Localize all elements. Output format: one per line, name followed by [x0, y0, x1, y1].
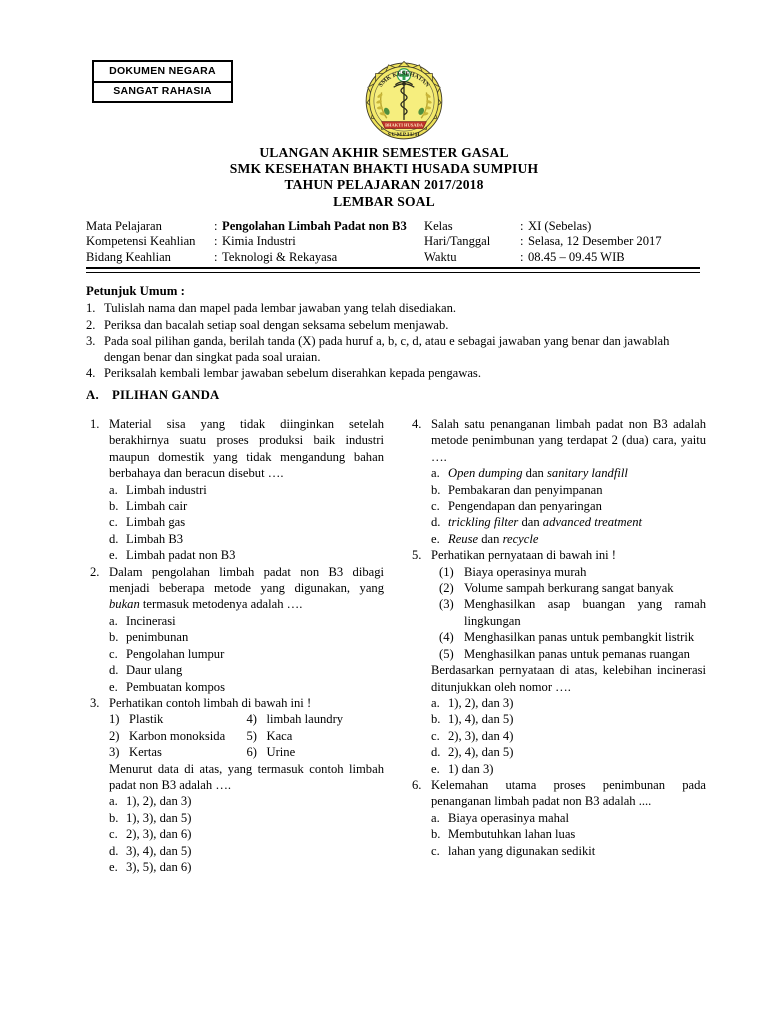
list-item [247, 711, 385, 727]
question-6 [408, 777, 706, 859]
item-key: 6) [246, 745, 257, 760]
question-5 [408, 547, 706, 777]
option-text: 3), 4), dan 5) [126, 843, 192, 858]
questions-left-column [86, 416, 384, 875]
instruction-text: Periksalah kembali lembar jawaban sebelum diserahkan kepada pengawas. [104, 366, 481, 381]
section-heading-pilihan-ganda [86, 388, 219, 403]
item-text: Kaca [266, 728, 293, 743]
header-line-sheet-type: LEMBAR SOAL [333, 193, 435, 209]
question-number: 5. [412, 548, 422, 563]
statement-4 [439, 629, 706, 645]
option-key: c. [109, 515, 118, 530]
option-d[interactable] [109, 843, 384, 859]
option-key: d. [109, 663, 119, 678]
instruction-number: 1. [86, 301, 96, 316]
option-c[interactable] [431, 498, 706, 514]
statement-1 [439, 564, 706, 580]
list-item [86, 333, 706, 366]
item-text: Kertas [129, 745, 162, 760]
option-conjunction: dan [518, 515, 543, 530]
grid-column-left [109, 711, 247, 760]
option-a[interactable] [109, 793, 384, 809]
question-stem: Perhatikan pernyataan di bawah ini ! [431, 548, 616, 563]
info-colon: : [214, 219, 218, 233]
statement-key: (3) [439, 597, 454, 612]
option-d[interactable] [431, 514, 706, 530]
option-text: Membutuhkan lahan luas [448, 827, 576, 842]
exam-info-table [86, 219, 700, 265]
answer-options [109, 793, 384, 875]
option-a[interactable] [109, 613, 384, 629]
svg-text:SUMPIUH: SUMPIUH [387, 131, 421, 138]
option-key: e. [109, 679, 118, 694]
instruction-number: 2. [86, 317, 96, 332]
option-key: c. [109, 646, 118, 661]
option-key: d. [109, 843, 119, 858]
item-key: 2) [109, 728, 120, 743]
option-text [448, 465, 706, 481]
list-item [86, 317, 706, 333]
option-e[interactable] [109, 547, 384, 563]
option-key: b. [109, 630, 119, 645]
option-c[interactable] [109, 826, 384, 842]
info-label-hari-tanggal: Hari/Tanggal [424, 234, 491, 249]
question-3 [86, 695, 384, 875]
info-value-kelas: XI (Sebelas) [528, 219, 592, 233]
statement-text: Menghasilkan asap buangan yang ramah lingkungan [464, 597, 706, 628]
stem-part-before: Dalam pengolahan limbah padat non B3 dibagi menjadi beberapa metode yang digunakan, yang [109, 564, 384, 596]
item-key: 5) [246, 728, 257, 743]
item-text: Urine [266, 745, 296, 760]
list-item [247, 744, 385, 760]
exam-info-block [86, 219, 700, 273]
instructions-title: Petunjuk Umum : [86, 284, 185, 298]
option-text: 1), 2), dan 3) [126, 794, 192, 809]
option-c[interactable] [431, 728, 706, 744]
option-key: c. [109, 827, 118, 842]
option-text: Pengendapan dan penyaringan [448, 499, 602, 514]
stem-part-after: termasuk metodenya adalah …. [139, 597, 303, 612]
statement-3 [439, 596, 706, 629]
info-divider-rule [86, 267, 700, 273]
info-label-waktu: Waktu [424, 249, 457, 264]
option-key: d. [431, 745, 441, 760]
option-term-italic: sanitary landfill [547, 466, 628, 481]
statement-2 [439, 580, 706, 596]
option-key: c. [431, 843, 440, 858]
option-text: Pembuatan kompos [126, 679, 225, 694]
instruction-text: Periksa dan bacalah setiap soal dengan seksama sebelum menjawab. [104, 317, 449, 332]
option-d[interactable] [109, 662, 384, 678]
option-term-italic: Reuse [448, 531, 479, 546]
info-label-mata-pelajaran: Mata Pelajaran [86, 219, 162, 233]
info-value-waktu: 08.45 – 09.45 WIB [528, 249, 625, 264]
option-key: a. [109, 482, 118, 497]
header-line-academic-year: TAHUN PELAJARAN 2017/2018 [284, 177, 484, 193]
info-colon: : [520, 249, 524, 264]
option-d[interactable] [109, 531, 384, 547]
option-term-italic: advanced treatment [542, 515, 642, 530]
option-c[interactable] [109, 646, 384, 662]
item-key: 3) [109, 745, 120, 760]
option-key: b. [431, 712, 441, 727]
list-item [109, 711, 247, 727]
instruction-number: 3. [86, 333, 96, 348]
option-text: 3), 5), dan 6) [126, 859, 192, 874]
option-text: Limbah gas [126, 515, 186, 530]
answer-options [109, 482, 384, 564]
option-text: Incinerasi [126, 613, 176, 628]
option-b[interactable] [109, 629, 384, 645]
option-key: b. [109, 810, 119, 825]
statement-key: (2) [439, 581, 454, 596]
option-a[interactable] [431, 810, 706, 826]
option-text [448, 514, 706, 530]
answer-options [109, 613, 384, 695]
option-term-italic: recycle [502, 531, 539, 546]
option-a[interactable] [431, 465, 706, 481]
school-emblem-icon [361, 57, 447, 145]
option-text: Limbah B3 [126, 531, 184, 546]
option-text: Pembakaran dan penyimpanan [448, 482, 603, 497]
info-label-kompetensi-keahlian: Kompetensi Keahlian [86, 234, 196, 249]
info-label-bidang-keahlian: Bidang Keahlian [86, 249, 171, 264]
option-key: e. [109, 548, 118, 563]
option-b[interactable] [431, 826, 706, 842]
question-stem: Material sisa yang tidak diinginkan setelah berakhirnya suatu proses produksi baik industri maupun domestik yang tidak mengandung bahan berbahaya dan beracun disebut …. [109, 417, 384, 481]
list-item [109, 728, 247, 744]
info-value-kompetensi-keahlian: Kimia Industri [222, 234, 296, 249]
statement-key: (5) [439, 646, 454, 661]
questions-two-column-area [86, 416, 706, 875]
table-row [86, 219, 700, 234]
option-text [448, 531, 706, 547]
question-tail-text: Berdasarkan pernyataan di atas, kelebihan incinerasi ditunjukkan oleh nomor …. [431, 663, 706, 694]
option-key: b. [431, 827, 441, 842]
question-1 [86, 416, 384, 564]
header-line-exam-title: ULANGAN AKHIR SEMESTER GASAL [259, 145, 509, 160]
answer-options [431, 695, 706, 777]
question-number: 1. [90, 417, 100, 431]
option-text: penimbunan [126, 630, 189, 645]
statement-text: Menghasilkan panas untuk pemanas ruangan [464, 646, 690, 661]
option-text: Limbah cair [126, 499, 188, 514]
table-row [86, 234, 700, 249]
option-term-italic: Open dumping [448, 466, 523, 481]
item-text: Plastik [129, 712, 164, 727]
option-text: Pengolahan lumpur [126, 646, 225, 661]
option-d[interactable] [431, 744, 706, 760]
option-text: 2), 4), dan 5) [448, 745, 514, 760]
option-b[interactable] [109, 498, 384, 514]
table-row [86, 250, 700, 265]
grid-column-right [247, 711, 385, 760]
option-e[interactable] [109, 679, 384, 695]
option-text: lahan yang digunakan sedikit [448, 843, 596, 858]
question-number: 3. [90, 695, 100, 710]
info-colon: : [520, 234, 524, 249]
question-stem [109, 564, 384, 613]
question-2 [86, 564, 384, 695]
info-value-hari-tanggal: Selasa, 12 Desember 2017 [528, 234, 662, 249]
option-text: Daur ulang [126, 663, 183, 678]
list-item [247, 728, 385, 744]
list-item [86, 300, 706, 316]
question-tail-text: Menurut data di atas, yang termasuk contoh limbah padat non B3 adalah …. [109, 761, 384, 792]
option-key: a. [109, 794, 118, 809]
section-letter: A. [86, 388, 99, 402]
option-c[interactable] [431, 843, 706, 859]
option-text: Biaya operasinya mahal [448, 810, 569, 825]
info-value-mata-pelajaran: Pengolahan Limbah Padat non B3 [222, 219, 407, 233]
info-value-bidang-keahlian: Teknologi & Rekayasa [222, 249, 338, 264]
option-text: 1), 3), dan 5) [126, 810, 192, 825]
statement-key: (1) [439, 564, 454, 579]
item-key: 4) [246, 712, 257, 727]
option-key: a. [431, 810, 440, 825]
option-text: 1), 2), dan 3) [448, 695, 514, 710]
option-key: d. [109, 531, 119, 546]
option-c[interactable] [109, 514, 384, 530]
question-stem: Salah satu penanganan limbah padat non B3 adalah metode penimbunan yang terdapat 2 (dua) cara, yaitu …. [431, 417, 706, 464]
statement-text: Menghasilkan panas untuk pembangkit listrik [464, 630, 695, 645]
option-key: b. [431, 482, 441, 497]
instruction-text: Tulislah nama dan mapel pada lembar jawaban yang telah disediakan. [104, 301, 457, 316]
svg-text:BHAKTI HUSADA: BHAKTI HUSADA [385, 122, 423, 128]
option-key: c. [431, 728, 440, 743]
stamp-dokumen-negara: DOKUMEN NEGARA [94, 62, 231, 83]
statement-list [431, 564, 706, 662]
question-stem: Kelemahan utama proses penimbunan pada penanganan limbah padat non B3 adalah .... [431, 777, 706, 809]
stamp-sangat-rahasia: SANGAT RAHASIA [113, 85, 212, 98]
answer-options [431, 810, 706, 859]
option-a[interactable] [109, 482, 384, 498]
option-term-italic: trickling filter [448, 515, 519, 530]
waste-example-grid [109, 711, 384, 760]
question-4 [408, 416, 706, 547]
info-colon: : [214, 249, 218, 264]
option-key: a. [109, 613, 118, 628]
option-b[interactable] [431, 711, 706, 727]
info-label-kelas: Kelas [424, 219, 453, 233]
option-e[interactable] [109, 859, 384, 875]
header-line-school-name: SMK KESEHATAN BHAKTI HUSADA SUMPIUH [229, 161, 539, 177]
item-text: Karbon monoksida [129, 728, 226, 743]
stem-emphasis-bukan: bukan [109, 597, 140, 612]
question-number: 2. [90, 564, 100, 579]
item-text: limbah laundry [266, 712, 344, 727]
section-title: PILIHAN GANDA [112, 388, 220, 402]
instruction-text: Pada soal pilihan ganda, berilah tanda (X) pada huruf a, b, c, d, atau e sebagai jawaban yang benar dan jawablah dengan benar dan singkat pada soal uraian. [104, 333, 670, 365]
option-key: a. [431, 466, 440, 481]
svg-text:SMK KESEHATAN: SMK KESEHATAN [377, 70, 431, 89]
option-key: d. [431, 515, 441, 530]
questions-right-column [408, 416, 706, 875]
option-text: Limbah industri [126, 482, 207, 497]
option-text: 2), 3), dan 4) [448, 728, 514, 743]
statement-text: Biaya operasinya murah [464, 564, 587, 579]
question-number: 6. [412, 777, 422, 792]
list-item [86, 365, 706, 381]
question-number: 4. [412, 417, 422, 431]
statement-5 [439, 646, 706, 662]
option-key: e. [431, 531, 440, 546]
answer-options [431, 465, 706, 547]
option-key: a. [431, 695, 440, 710]
general-instructions [86, 283, 706, 382]
option-key: b. [109, 499, 119, 514]
option-key: c. [431, 499, 440, 514]
option-key: e. [431, 761, 440, 776]
instruction-number: 4. [86, 366, 96, 381]
option-conjunction: dan [478, 531, 503, 546]
statement-text: Volume sampah berkurang sangat banyak [464, 581, 674, 596]
option-key: e. [109, 859, 118, 874]
option-text: Limbah padat non B3 [126, 548, 236, 563]
document-header [0, 145, 768, 210]
option-a[interactable] [431, 695, 706, 711]
option-b[interactable] [109, 810, 384, 826]
option-e[interactable] [431, 761, 706, 777]
document-classification-box [92, 60, 233, 103]
option-conjunction: dan [522, 466, 547, 481]
list-item [109, 744, 247, 760]
option-text: 2), 3), dan 6) [126, 827, 192, 842]
option-text: 1), 4), dan 5) [448, 712, 514, 727]
option-text: 1) dan 3) [448, 761, 494, 776]
option-b[interactable] [431, 482, 706, 498]
item-key: 1) [109, 712, 120, 727]
statement-key: (4) [439, 630, 454, 645]
question-stem: Perhatikan contoh limbah di bawah ini ! [109, 695, 312, 710]
info-colon: : [214, 234, 218, 249]
option-e[interactable] [431, 531, 706, 547]
info-colon: : [520, 219, 524, 233]
